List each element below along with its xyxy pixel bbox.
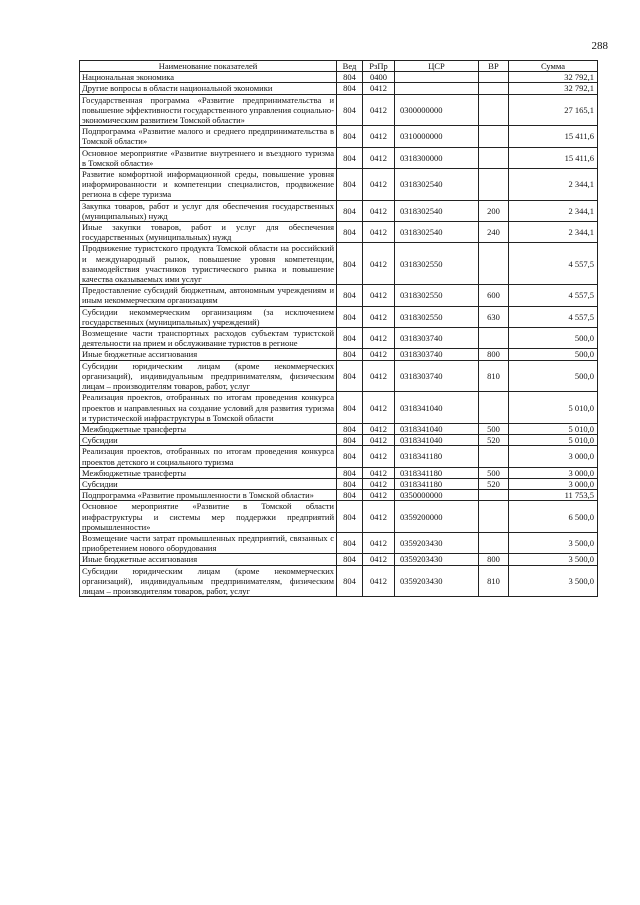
table-row [80,306,598,327]
cell-rzpr: 0412 [363,243,395,285]
cell-csr: 0318302550 [395,243,479,285]
cell-ved: 804 [337,435,363,446]
cell-sum: 4 557,5 [509,243,598,285]
table-row [80,532,598,553]
cell-rzpr: 0412 [363,222,395,243]
cell-csr: 0318341180 [395,467,479,478]
cell-ved: 804 [337,328,363,349]
cell-vr [479,147,509,168]
cell-rzpr: 0412 [363,94,395,126]
table-row [80,222,598,243]
cell-csr: 0318302540 [395,200,479,221]
cell-vr [479,328,509,349]
cell-csr: 0310000000 [395,126,479,147]
cell-ved: 804 [337,147,363,168]
cell-name: Подпрограмма «Развитие промышленности в Томской области» [80,490,337,501]
header-name: Наименование показателей [80,61,337,72]
cell-ved: 804 [337,169,363,201]
table-row [80,467,598,478]
cell-vr: 500 [479,423,509,434]
cell-vr [479,243,509,285]
cell-vr: 200 [479,200,509,221]
cell-name: Иные бюджетные ассигнования [80,349,337,360]
cell-sum: 2 344,1 [509,169,598,201]
cell-csr: 0318302540 [395,169,479,201]
table-row [80,478,598,489]
cell-csr [395,72,479,83]
table-row [80,200,598,221]
cell-name: Предоставление субсидий бюджетным, автономным учреждениям и иным некоммерческим организациям [80,285,337,306]
cell-name: Возмещение части затрат промышленных предприятий, связанных с приобретением нового оборудования [80,532,337,553]
cell-vr [479,169,509,201]
cell-rzpr: 0412 [363,328,395,349]
cell-csr: 0318341040 [395,423,479,434]
cell-ved: 804 [337,392,363,424]
cell-csr: 0318341180 [395,446,479,467]
cell-rzpr: 0412 [363,285,395,306]
cell-ved: 804 [337,126,363,147]
cell-sum: 27 165,1 [509,94,598,126]
table-row [80,328,598,349]
table-row [80,147,598,168]
table-header [80,61,598,72]
cell-rzpr: 0412 [363,147,395,168]
cell-csr: 0318303740 [395,360,479,392]
cell-sum: 15 411,6 [509,147,598,168]
cell-vr: 520 [479,435,509,446]
cell-vr [479,501,509,533]
cell-sum: 3 500,0 [509,565,598,597]
cell-csr: 0359203430 [395,565,479,597]
cell-csr: 0318341180 [395,478,479,489]
cell-csr: 0359203430 [395,554,479,565]
cell-ved: 804 [337,360,363,392]
header-sum: Сумма [509,61,598,72]
cell-rzpr: 0412 [363,360,395,392]
header-row [80,61,598,72]
cell-csr: 0300000000 [395,94,479,126]
cell-rzpr: 0412 [363,532,395,553]
cell-name: Продвижение туристского продукта Томской области на российский и международный рынок, повышение уровня компетенции, взаимодействия участников туристического рынка и повышение качества оказываемых ими услуг [80,243,337,285]
cell-ved: 804 [337,200,363,221]
cell-sum: 2 344,1 [509,222,598,243]
cell-vr: 800 [479,349,509,360]
cell-vr: 810 [479,565,509,597]
cell-sum: 500,0 [509,349,598,360]
cell-ved: 804 [337,423,363,434]
header-vr: ВР [479,61,509,72]
cell-rzpr: 0412 [363,467,395,478]
cell-ved: 804 [337,478,363,489]
cell-sum: 3 500,0 [509,532,598,553]
cell-ved: 804 [337,285,363,306]
table-row [80,83,598,94]
cell-sum: 32 792,1 [509,83,598,94]
cell-name: Подпрограмма «Развитие малого и среднего предпринимательства в Томской области» [80,126,337,147]
cell-name: Субсидии юридическим лицам (кроме некоммерческих организаций), индивидуальным предпринимателям, физическим лицам – производителям товаров, работ, услуг [80,360,337,392]
cell-ved: 804 [337,243,363,285]
cell-rzpr: 0400 [363,72,395,83]
cell-sum: 5 010,0 [509,435,598,446]
cell-name: Межбюджетные трансферты [80,467,337,478]
cell-rzpr: 0412 [363,565,395,597]
cell-rzpr: 0412 [363,126,395,147]
cell-rzpr: 0412 [363,200,395,221]
cell-csr: 0318341040 [395,435,479,446]
cell-sum: 32 792,1 [509,72,598,83]
table-row [80,285,598,306]
cell-rzpr: 0412 [363,446,395,467]
cell-name: Реализация проектов, отобранных по итогам проведения конкурса проектов и направленных на создание условий для развития туризма и туристической инфраструктуры в Томской области [80,392,337,424]
cell-vr [479,392,509,424]
table-row [80,501,598,533]
cell-rzpr: 0412 [363,423,395,434]
cell-ved: 804 [337,565,363,597]
cell-ved: 804 [337,83,363,94]
cell-ved: 804 [337,554,363,565]
cell-rzpr: 0412 [363,306,395,327]
cell-rzpr: 0412 [363,169,395,201]
cell-sum: 4 557,5 [509,306,598,327]
cell-ved: 804 [337,467,363,478]
cell-csr: 0318302540 [395,222,479,243]
cell-name: Реализация проектов, отобранных по итогам проведения конкурса проектов детского и социального туризма [80,446,337,467]
cell-sum: 6 500,0 [509,501,598,533]
cell-name: Закупка товаров, работ и услуг для обеспечения государственных (муниципальных) нужд [80,200,337,221]
cell-vr: 500 [479,467,509,478]
cell-vr [479,72,509,83]
table-body [80,72,598,597]
table-row [80,126,598,147]
page-number: 288 [591,40,608,52]
cell-csr: 0318302550 [395,285,479,306]
header-csr: ЦСР [395,61,479,72]
cell-ved: 804 [337,222,363,243]
cell-ved: 804 [337,446,363,467]
header-rzpr: РзПр [363,61,395,72]
cell-rzpr: 0412 [363,392,395,424]
cell-sum: 5 010,0 [509,423,598,434]
cell-name: Национальная экономика [80,72,337,83]
cell-sum: 500,0 [509,360,598,392]
table-row [80,565,598,597]
cell-ved: 804 [337,349,363,360]
cell-csr: 0359203430 [395,532,479,553]
cell-name: Межбюджетные трансферты [80,423,337,434]
cell-rzpr: 0412 [363,501,395,533]
cell-ved: 804 [337,532,363,553]
table-row [80,490,598,501]
cell-vr: 240 [479,222,509,243]
cell-csr: 0318303740 [395,349,479,360]
cell-rzpr: 0412 [363,83,395,94]
cell-name: Иные бюджетные ассигнования [80,554,337,565]
cell-vr [479,490,509,501]
cell-sum: 500,0 [509,328,598,349]
table-row [80,72,598,83]
cell-sum: 3 000,0 [509,467,598,478]
cell-ved: 804 [337,501,363,533]
cell-csr: 0318302550 [395,306,479,327]
budget-table [79,60,598,597]
cell-sum: 4 557,5 [509,285,598,306]
table-row [80,94,598,126]
cell-name: Другие вопросы в области национальной экономики [80,83,337,94]
cell-name: Основное мероприятие «Развитие внутреннего и въездного туризма в Томской области» [80,147,337,168]
cell-name: Государственная программа «Развитие предпринимательства и повышение эффективности государственного управления социально-экономическим развитием Томской области» [80,94,337,126]
cell-vr: 520 [479,478,509,489]
cell-rzpr: 0412 [363,554,395,565]
table-row [80,169,598,201]
cell-name: Субсидии [80,435,337,446]
cell-name: Основное мероприятие «Развитие в Томской области инфраструктуры и системы мер поддержки предприятий промышленности» [80,501,337,533]
table-row [80,423,598,434]
cell-rzpr: 0412 [363,490,395,501]
header-ved: Вед [337,61,363,72]
cell-csr: 0318300000 [395,147,479,168]
cell-name: Субсидии юридическим лицам (кроме некоммерческих организаций), индивидуальным предпринимателям, физическим лицам – производителям товаров, работ, услуг [80,565,337,597]
cell-ved: 804 [337,72,363,83]
cell-rzpr: 0412 [363,478,395,489]
table-row [80,435,598,446]
cell-sum: 3 000,0 [509,446,598,467]
cell-vr: 630 [479,306,509,327]
cell-sum: 3 000,0 [509,478,598,489]
cell-csr: 0359200000 [395,501,479,533]
cell-name: Иные закупки товаров, работ и услуг для обеспечения государственных (муниципальных) нужд [80,222,337,243]
cell-csr: 0318303740 [395,328,479,349]
cell-sum: 3 500,0 [509,554,598,565]
cell-vr [479,94,509,126]
cell-name: Субсидии некоммерческим организациям (за исключением государственных (муниципальных) учреждений) [80,306,337,327]
table-row [80,446,598,467]
cell-vr: 600 [479,285,509,306]
cell-ved: 804 [337,306,363,327]
cell-name: Возмещение части транспортных расходов субъектам туристской деятельности на прием и обслуживание туристов в регионе [80,328,337,349]
cell-rzpr: 0412 [363,349,395,360]
cell-name: Развитие комфортной информационной среды, повышение уровня информированности и компетенции специалистов, продвижение региона в сфере туризма [80,169,337,201]
cell-vr [479,446,509,467]
cell-sum: 5 010,0 [509,392,598,424]
cell-ved: 804 [337,94,363,126]
cell-sum: 11 753,5 [509,490,598,501]
cell-sum: 2 344,1 [509,200,598,221]
table-row [80,392,598,424]
cell-vr [479,83,509,94]
cell-ved: 804 [337,490,363,501]
table-row [80,243,598,285]
cell-vr [479,126,509,147]
table-row [80,360,598,392]
cell-name: Субсидии [80,478,337,489]
cell-rzpr: 0412 [363,435,395,446]
cell-csr: 0318341040 [395,392,479,424]
cell-sum: 15 411,6 [509,126,598,147]
cell-csr: 0350000000 [395,490,479,501]
cell-vr: 810 [479,360,509,392]
cell-vr: 800 [479,554,509,565]
cell-vr [479,532,509,553]
table-row [80,349,598,360]
table-row [80,554,598,565]
cell-csr [395,83,479,94]
